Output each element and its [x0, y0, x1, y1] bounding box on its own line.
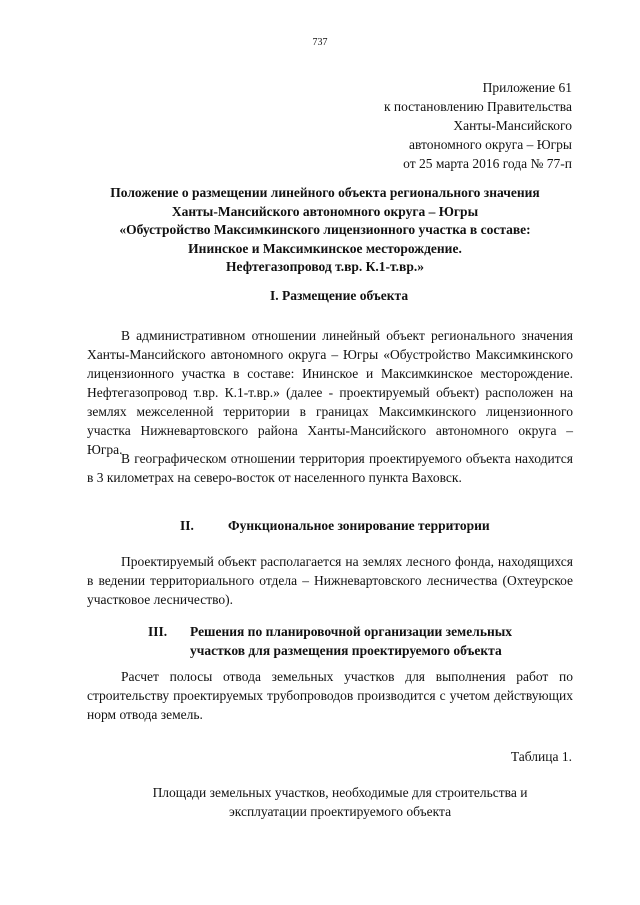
section2-paragraph: Проектируемый объект располагается на землях лесного фонда, находящихся в ведении территориального отдела – Нижневартовского лесничества (Охтеурское участковое лесничество). — [87, 554, 573, 607]
appendix-line: от 25 марта 2016 года № 77-п — [403, 156, 572, 171]
section3-number: III. — [148, 624, 168, 639]
section1-heading: I. Размещение объекта — [270, 288, 409, 303]
section2-number: II. — [180, 518, 194, 533]
table-label: Таблица 1. — [510, 749, 572, 764]
appendix-line: автономного округа – Югры — [409, 137, 572, 152]
appendix-line: Ханты-Мансийского — [453, 118, 572, 133]
page-number: 737 — [312, 37, 328, 48]
table-caption-line: Площади земельных участков, необходимые для строительства и — [152, 785, 528, 800]
section1-paragraph2: В географическом отношении территория проектируемого объекта находится в 3 километрах на северо-восток от населенного пункта Ваховск. — [87, 451, 573, 485]
appendix-block — [384, 78, 572, 173]
section3-heading-line2: участков для размещения проектируемого объекта — [190, 642, 502, 658]
title-line: Нефтегазопровод т.вр. К.1-т.вр.» — [226, 259, 424, 274]
section3-paragraph: Расчет полосы отвода земельных участков для выполнения работ по строительству проектируемых трубопроводов производится с учетом действующих норм отвода земель. — [87, 669, 573, 722]
title-line: Ининское и Максимкинское месторождение. — [188, 240, 462, 256]
document-title — [70, 184, 580, 277]
title-line: «Обустройство Максимкинского лицензионного участка в составе: — [119, 222, 531, 237]
table-caption — [100, 783, 580, 821]
appendix-line: к постановлению Правительства — [383, 99, 572, 114]
section2-title: Функциональное зонирование территории — [228, 518, 490, 533]
section3-title-line1: Решения по планировочной организации земельных — [190, 624, 513, 639]
title-line: Положение о размещении линейного объекта регионального значения — [110, 185, 540, 200]
title-line: Ханты-Мансийского автономного округа – Югры — [171, 203, 479, 219]
section3-heading-line1 — [148, 623, 512, 642]
section2-heading — [180, 517, 490, 536]
table-caption-line: эксплуатации проектируемого объекта — [228, 804, 452, 819]
section1-paragraph1: В административном отношении линейный объект регионального значения Ханты-Мансийского автономного округа – Югры «Обустройство Максимкинского лицензионного участка в составе: Ининское и Максимкинское месторождение. Нефтегазопровод т.вр. К.1-т.вр.» (далее - проектируемый объект) расположен на землях межселенной территории в границах Максимкинского лицензионного участка Нижневартовского района Ханты-Мансийского автономного округа – Югра. — [87, 328, 573, 457]
appendix-line: Приложение 61 — [482, 80, 572, 95]
section3-heading — [148, 623, 512, 660]
